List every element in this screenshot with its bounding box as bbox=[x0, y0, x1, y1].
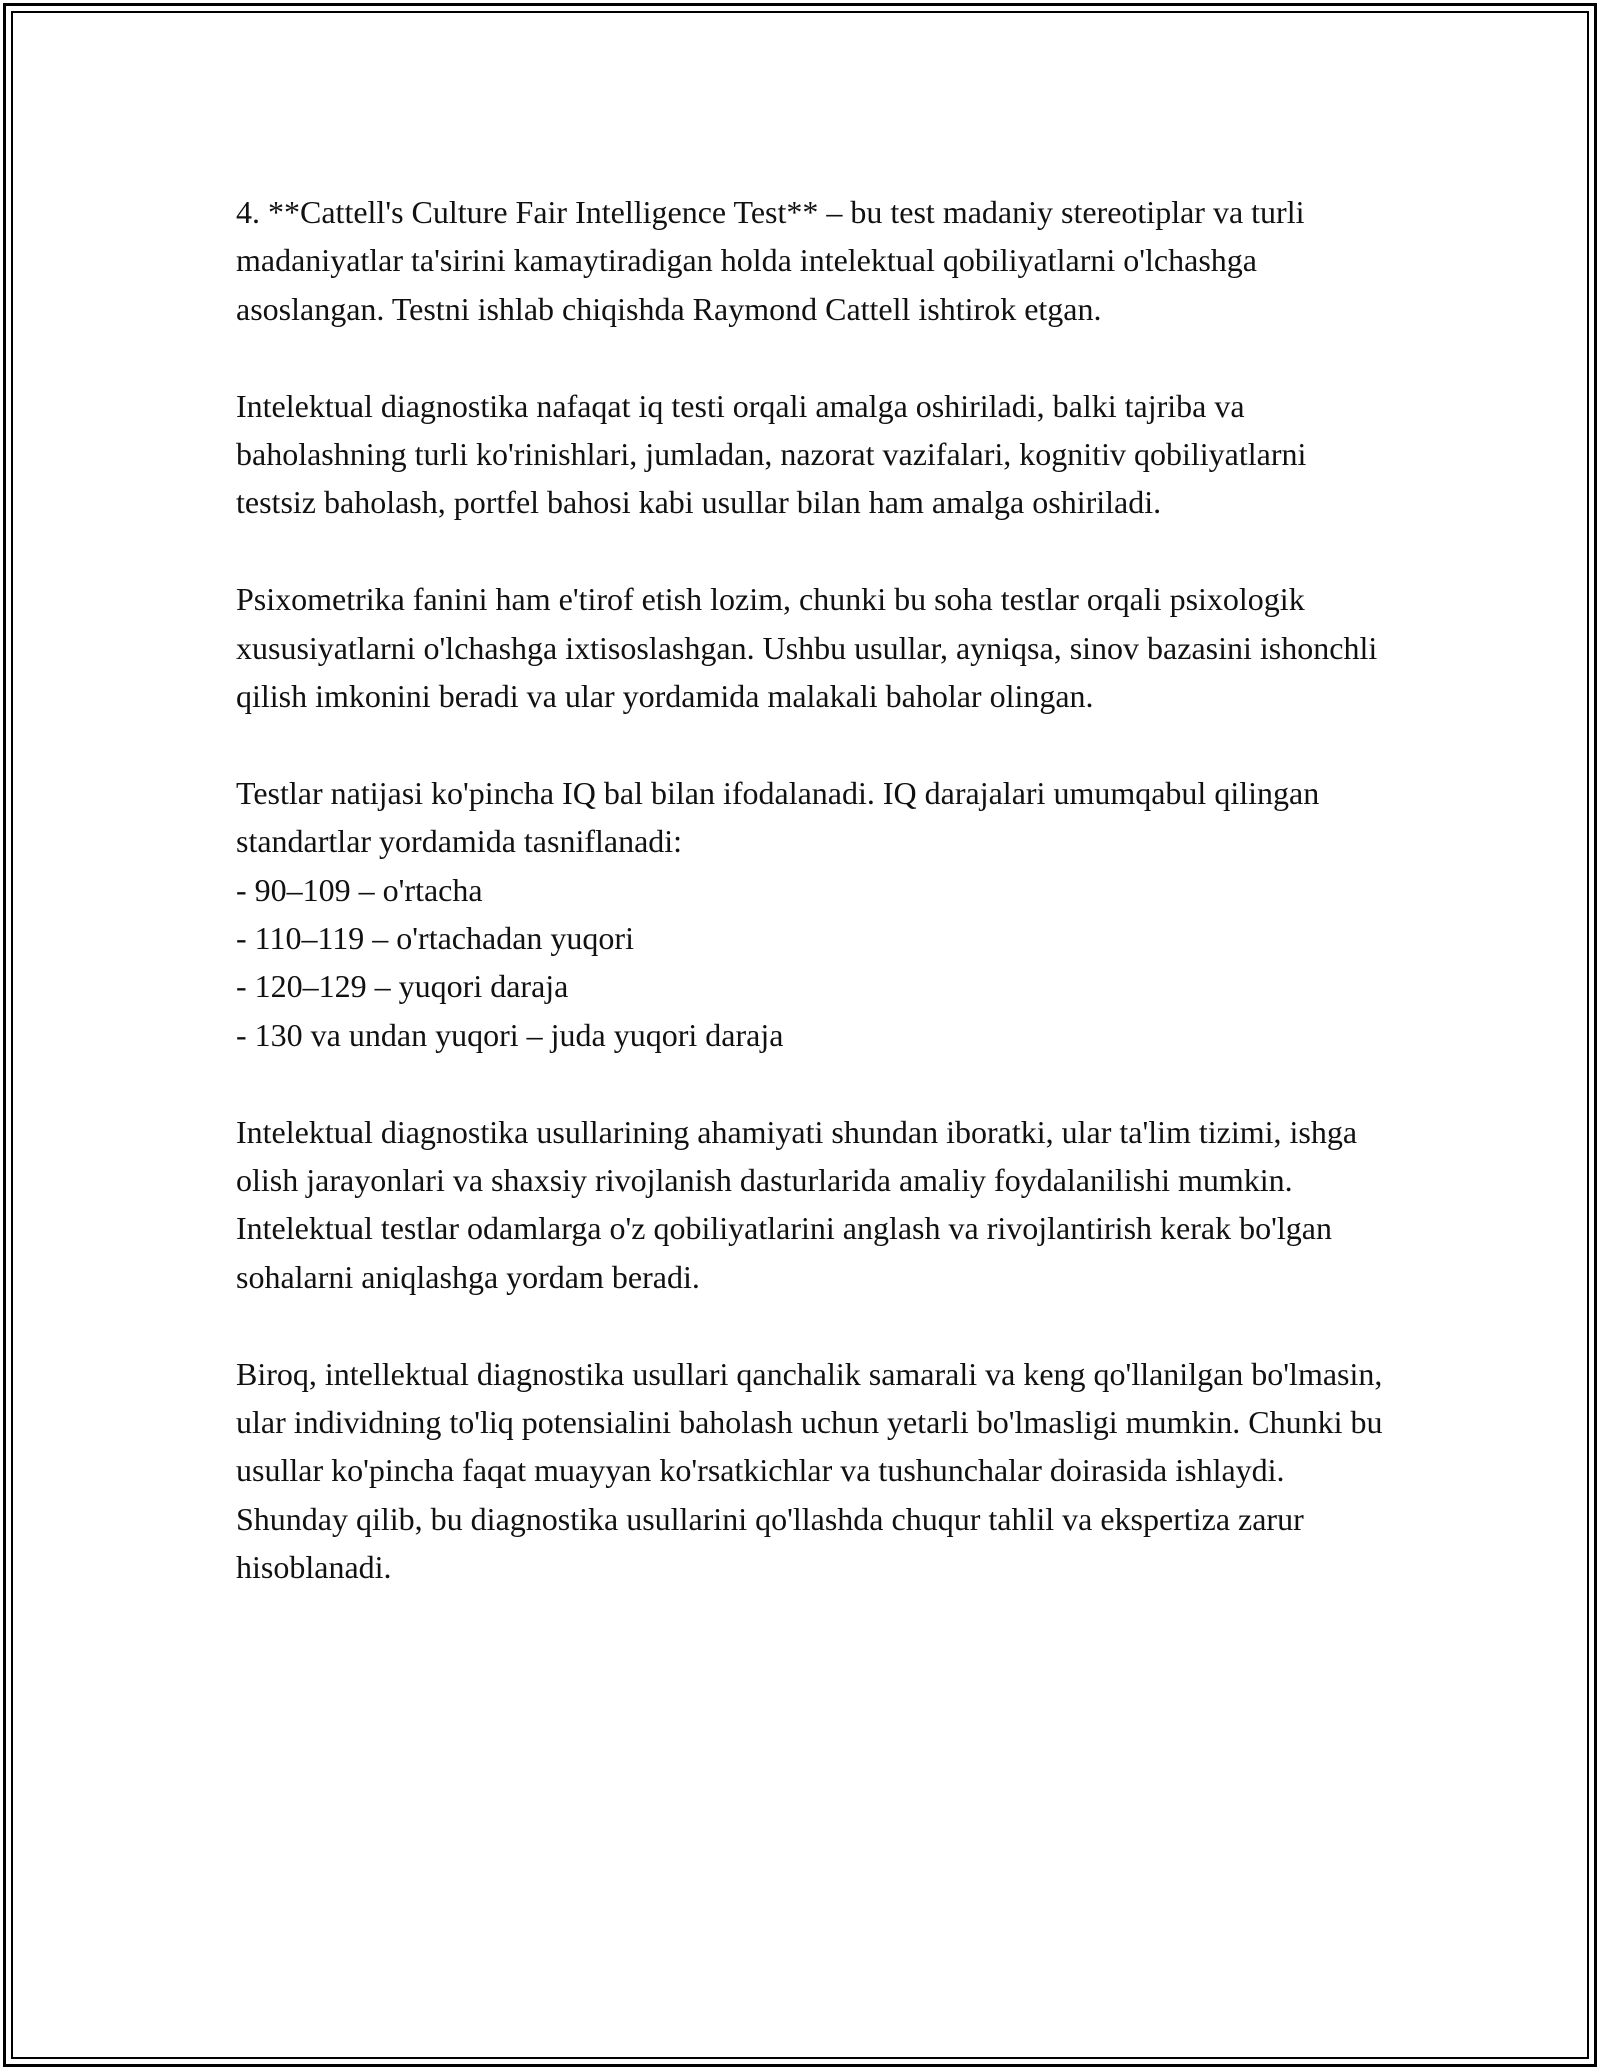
paragraph-cattell-test: 4. **Cattell's Culture Fair Intelligence Test** – bu test madaniy stereotiplar va turli madaniyatlar ta'sirini kamaytiradigan holda intelektual qobiliyatlarni o'lchashga asoslangan. Testni ishlab chiqishda Raymond Cattell ishtirok etgan. bbox=[236, 194, 1305, 327]
list-item: - 110–119 – o'rtachadan yuqori bbox=[236, 920, 634, 957]
paragraph-importance: Intelektual diagnostika usullarining ahamiyati shundan iboratki, ular ta'lim tizimi, ishga olish jarayonlari va shaxsiy rivojlanish dasturlarida amaliy foydalanilishi mumkin. Intelektual testlar odamlarga o'z qobiliyatlarini anglash va rivojlantirish kerak bo'lgan sohalarni aniqlashga yordam beradi. bbox=[236, 1113, 1358, 1295]
list-item: - 120–129 – yuqori daraja bbox=[236, 968, 569, 1005]
list-item: - 90–109 – o'rtacha bbox=[236, 871, 483, 908]
list-item: - 130 va undan yuqori – juda yuqori daraja bbox=[236, 1016, 784, 1053]
paragraph-limitations: Biroq, intellektual diagnostika usullari qanchalik samarali va keng qo'llanilgan bo'lmasin, ular individning to'liq potensialini baholash uchun yetarli bo'lmasligi mumkin. Chunki bu usullar ko'pincha faqat muayyan ko'rsatkichlar va tushunchalar doirasida ishlaydi. Shunday qilib, bu diagnostika usullarini qo'llashda chuqur tahlil va ekspertiza zarur hisoblanadi. bbox=[236, 1355, 1383, 1586]
document-body bbox=[236, 188, 1386, 1640]
paragraph-diagnostics-methods: Intelektual diagnostika nafaqat iq testi orqali amalga oshiriladi, balki tajriba va baholashning turli ko'rinishlari, jumladan, nazorat vazifalari, kognitiv qobiliyatlarni testsiz baholash, portfel bahosi kabi usullar bilan ham amalga oshiriladi. bbox=[236, 387, 1307, 521]
paragraph-iq-results: Testlar natijasi ko'pincha IQ bal bilan ifodalanadi. IQ darajalari umumqabul qilingan standartlar yordamida tasniflanadi: bbox=[236, 774, 1320, 860]
paragraph-psychometrics: Psixometrika fanini ham e'tirof etish lozim, chunki bu soha testlar orqali psixologik xususiyatlarni o'lchashga ixtisoslashgan. Ushbu usullar, ayniqsa, sinov bazasini ishonchli qilish imkonini beradi va ular yordamida malakali baholar olingan. bbox=[236, 581, 1378, 715]
iq-levels-list bbox=[236, 866, 1386, 1060]
